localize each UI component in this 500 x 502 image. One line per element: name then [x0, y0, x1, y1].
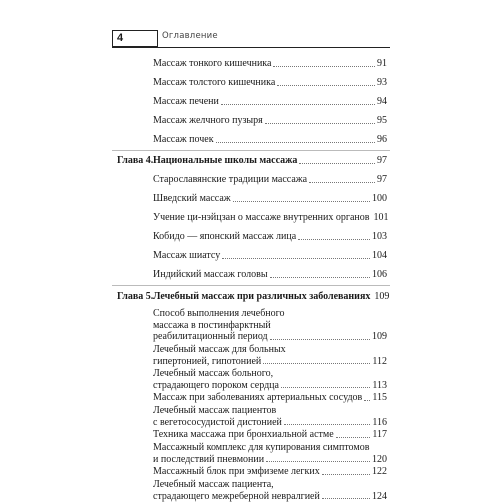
toc-entry-line: Лечебный массаж для больных	[153, 344, 387, 356]
toc-entry[interactable]	[153, 344, 387, 367]
toc-entry[interactable]	[153, 174, 387, 186]
toc-entry[interactable]	[153, 250, 387, 262]
leader-dots	[266, 461, 370, 462]
leader-dots	[221, 104, 375, 105]
leader-dots	[216, 142, 375, 143]
toc-entry-title: Учение ци-нэйцзан о массаже внутренних органов	[153, 212, 369, 224]
leader-dots	[284, 424, 370, 425]
toc-entry[interactable]	[153, 193, 387, 205]
toc-entry[interactable]	[153, 392, 387, 404]
page-number: 4	[112, 30, 158, 47]
toc-entry[interactable]	[153, 405, 387, 428]
leader-dots	[309, 182, 375, 183]
toc-entry-page: 104	[372, 250, 387, 262]
toc-entry-page: 103	[372, 231, 387, 243]
leader-dots	[233, 201, 370, 202]
toc-entry-title: с вегетососудистой дистонией	[153, 417, 282, 429]
toc-entry-page: 120	[372, 454, 387, 466]
toc-entry[interactable]	[153, 96, 387, 108]
toc-entry-title: Массаж при заболеваниях артериальных сосудов	[153, 392, 362, 404]
running-title: Оглавление	[162, 31, 218, 41]
toc-entry-title: Массажный блок при эмфиземе легких	[153, 466, 320, 478]
toc-entry-title: страдающего пороком сердца	[153, 380, 279, 392]
toc-entry[interactable]	[153, 58, 387, 70]
leader-dots	[336, 437, 371, 438]
toc-entry-title: Индийский массаж головы	[153, 269, 268, 281]
toc-entry[interactable]	[153, 368, 387, 391]
toc-entry[interactable]	[153, 442, 387, 465]
toc-entry-line: Способ выполнения лечебного	[153, 308, 387, 320]
chapter-divider	[112, 150, 390, 151]
toc-entry-line: Лечебный массаж больного,	[153, 368, 387, 380]
toc-entry-page: 100	[372, 193, 387, 205]
toc-entry-page: 109	[372, 331, 387, 343]
toc-entry-title: Техника массажа при бронхиальной астме	[153, 429, 334, 441]
toc-entry-title: Шведский массаж	[153, 193, 231, 205]
toc-entry-line: Массажный комплекс для купирования симптомов	[153, 442, 387, 454]
toc-entry-page: 101	[373, 212, 388, 224]
toc-entry-page: 117	[372, 429, 387, 441]
toc-entry-title: Массаж тонкого кишечника	[153, 58, 271, 70]
leader-dots	[322, 498, 370, 499]
leader-dots	[277, 85, 375, 86]
leader-dots	[222, 258, 370, 259]
toc-entry[interactable]	[153, 134, 387, 146]
toc-entry-title: гипертонией, гипотонией	[153, 356, 261, 368]
toc-entry[interactable]	[153, 466, 387, 478]
toc-entry[interactable]	[153, 231, 387, 243]
toc-entry-title: Массаж почек	[153, 134, 214, 146]
toc-entry-page: 113	[372, 380, 387, 392]
leader-dots	[263, 363, 370, 364]
toc-entry-title: Массаж шиатсу	[153, 250, 220, 262]
chapter-4-page: 97	[377, 155, 387, 167]
toc-entry[interactable]	[153, 115, 387, 127]
toc-entry-page: 93	[377, 77, 387, 89]
toc-entry-title: и последствий пневмонии	[153, 454, 264, 466]
leader-dots	[298, 239, 370, 240]
chapter-divider	[112, 285, 390, 286]
toc-entry-title: Массаж толстого кишечника	[153, 77, 275, 89]
leader-dots	[281, 387, 370, 388]
toc-entry[interactable]	[153, 212, 387, 224]
leader-dots	[270, 277, 370, 278]
toc-entry-page: 94	[377, 96, 387, 108]
toc-entry[interactable]	[153, 429, 387, 441]
toc-entry-page: 95	[377, 115, 387, 127]
toc-entry-title: страдающего межреберной невралгией	[153, 491, 320, 502]
chapter-5-title: Лечебный массаж при различных заболеваниях	[153, 291, 370, 303]
toc-entry-title: Массаж печени	[153, 96, 219, 108]
chapter-5-label: Глава 5.	[117, 291, 153, 303]
leader-dots	[270, 339, 370, 340]
chapter-4-label: Глава 4.	[117, 155, 153, 167]
toc-entry-page: 91	[377, 58, 387, 70]
chapter-5-heading[interactable]	[153, 291, 387, 303]
toc-entry-line: Лечебный массаж пациента,	[153, 479, 387, 491]
leader-dots	[265, 123, 375, 124]
toc-entry-line: Лечебный массаж пациентов	[153, 405, 387, 417]
leader-dots	[299, 163, 375, 164]
toc-entry-line: массажа в постинфарктный	[153, 320, 387, 332]
toc-entry[interactable]	[153, 308, 387, 343]
toc-entry-page: 122	[372, 466, 387, 478]
chapter-5-page: 109	[374, 291, 389, 303]
toc-entry-page: 115	[372, 392, 387, 404]
toc-entry-title: Старославянские традиции массажа	[153, 174, 307, 186]
toc-entry-page: 97	[377, 174, 387, 186]
chapter-4-heading[interactable]	[153, 155, 387, 167]
chapter-4-title: Национальные школы массажа	[153, 155, 297, 167]
toc-entry-title: реабилитационный период	[153, 331, 268, 343]
leader-dots	[364, 400, 370, 401]
toc-entry-page: 116	[372, 417, 387, 429]
toc-entry[interactable]	[153, 269, 387, 281]
toc-entry-page: 112	[372, 356, 387, 368]
toc-entry[interactable]	[153, 479, 387, 502]
toc-entry[interactable]	[153, 77, 387, 89]
toc-entry-page: 96	[377, 134, 387, 146]
toc-entry-page: 106	[372, 269, 387, 281]
toc-entry-title: Кобидо — японский массаж лица	[153, 231, 296, 243]
toc-entry-page: 124	[372, 491, 387, 502]
leader-dots	[322, 474, 370, 475]
toc-entry-title: Массаж желчного пузыря	[153, 115, 263, 127]
leader-dots	[273, 66, 375, 67]
